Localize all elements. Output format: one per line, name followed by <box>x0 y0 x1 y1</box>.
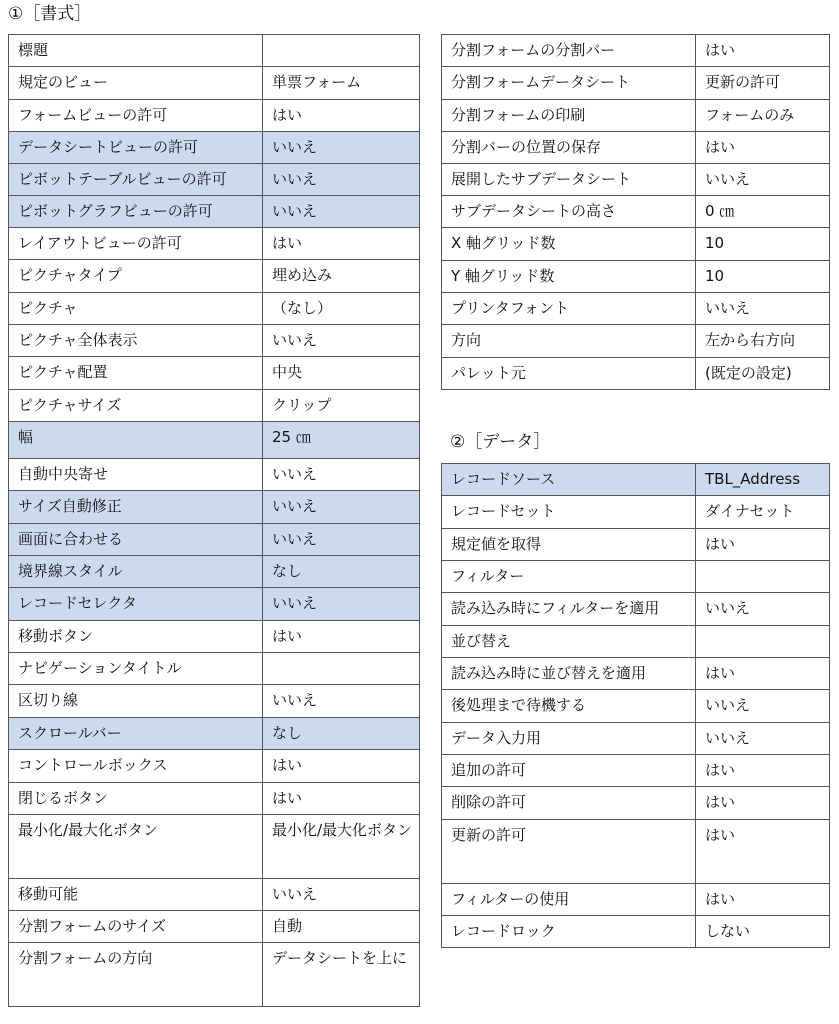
split-property-row <box>442 132 830 164</box>
property-name: ピクチャサイズ <box>9 390 263 422</box>
property-value: 25 ㎝ <box>263 422 420 459</box>
property-value: はい <box>263 100 420 132</box>
property-name: 画面に合わせる <box>9 524 263 556</box>
property-name: レコードロック <box>442 916 696 948</box>
property-value: 中央 <box>263 357 420 390</box>
property-name: 追加の許可 <box>442 755 696 787</box>
property-name: 読み込み時に並び替えを適用 <box>442 658 696 690</box>
property-value: しない <box>696 916 830 948</box>
property-value: 左から右方向 <box>696 325 830 358</box>
property-name: 分割フォームの分割バー <box>442 35 696 67</box>
data-property-row <box>442 820 830 884</box>
property-name: ピクチャ全体表示 <box>9 325 263 357</box>
property-name: 閉じるボタン <box>9 783 263 815</box>
property-name: 移動可能 <box>9 879 263 911</box>
property-value: はい <box>696 35 830 67</box>
data-property-row <box>442 496 830 529</box>
format-property-row <box>9 293 420 325</box>
property-value: はい <box>696 884 830 916</box>
data-property-row <box>442 529 830 561</box>
format-property-row <box>9 196 420 228</box>
property-value: はい <box>696 755 830 787</box>
format-property-row <box>9 100 420 132</box>
property-value: いいえ <box>696 293 830 325</box>
property-value: はい <box>263 750 420 783</box>
property-value: はい <box>696 820 830 884</box>
property-name: サイズ自動修正 <box>9 491 263 524</box>
split-property-row <box>442 196 830 228</box>
property-value: データシートを上に <box>263 943 420 1007</box>
data-property-row <box>442 916 830 948</box>
format-property-row <box>9 491 420 524</box>
property-value <box>263 653 420 685</box>
property-name: 規定のビュー <box>9 67 263 100</box>
property-value: はい <box>263 621 420 653</box>
property-value: いいえ <box>263 588 420 621</box>
property-name: 自動中央寄せ <box>9 459 263 491</box>
format-property-row <box>9 459 420 491</box>
format-property-row <box>9 357 420 390</box>
data-property-row <box>442 464 830 496</box>
property-name: レコードソース <box>442 464 696 496</box>
property-name: 幅 <box>9 422 263 459</box>
format-property-row <box>9 35 420 67</box>
format-property-row <box>9 879 420 911</box>
format-property-row <box>9 164 420 196</box>
data-property-row <box>442 690 830 723</box>
format-property-row <box>9 718 420 750</box>
property-value: 自動 <box>263 911 420 943</box>
property-name: データシートビューの許可 <box>9 132 263 164</box>
property-name: 後処理まで待機する <box>442 690 696 723</box>
property-value <box>263 35 420 67</box>
property-name: 規定値を取得 <box>442 529 696 561</box>
property-value: はい <box>696 787 830 820</box>
property-value: はい <box>263 783 420 815</box>
property-value: 10 <box>696 261 830 293</box>
property-value: はい <box>696 658 830 690</box>
property-name: レコードセット <box>442 496 696 529</box>
property-name: 方向 <box>442 325 696 358</box>
split-property-row <box>442 228 830 261</box>
property-value: はい <box>263 228 420 260</box>
format-property-row <box>9 943 420 1007</box>
data-property-row <box>442 723 830 755</box>
property-name: 並び替え <box>442 626 696 658</box>
property-name: スクロールバー <box>9 718 263 750</box>
format-property-row <box>9 783 420 815</box>
property-name: ピボットテーブルビューの許可 <box>9 164 263 196</box>
data-property-row <box>442 755 830 787</box>
data-property-row <box>442 884 830 916</box>
property-value: クリップ <box>263 390 420 422</box>
property-name: レコードセレクタ <box>9 588 263 621</box>
property-name: 削除の許可 <box>442 787 696 820</box>
property-value: 0 ㎝ <box>696 196 830 228</box>
property-name: 分割フォームデータシート <box>442 67 696 100</box>
format-property-row <box>9 621 420 653</box>
property-name: 境界線スタイル <box>9 556 263 588</box>
format-property-row <box>9 588 420 621</box>
split-property-row <box>442 358 830 390</box>
property-name: ピボットグラフビューの許可 <box>9 196 263 228</box>
property-name: データ入力用 <box>442 723 696 755</box>
property-name: プリンタフォント <box>442 293 696 325</box>
property-name: X 軸グリッド数 <box>442 228 696 261</box>
property-value: いいえ <box>263 491 420 524</box>
property-name: レイアウトビューの許可 <box>9 228 263 260</box>
property-value: 単票フォーム <box>263 67 420 100</box>
data-property-row <box>442 658 830 690</box>
format-property-row <box>9 815 420 879</box>
property-value: いいえ <box>696 690 830 723</box>
property-value: いいえ <box>263 524 420 556</box>
property-name: フィルターの使用 <box>442 884 696 916</box>
split-property-row <box>442 67 830 100</box>
split-property-row <box>442 100 830 132</box>
property-value: いいえ <box>263 196 420 228</box>
property-value: はい <box>696 132 830 164</box>
property-value: いいえ <box>263 879 420 911</box>
property-value: いいえ <box>696 593 830 626</box>
property-name: ピクチャ配置 <box>9 357 263 390</box>
property-value: いいえ <box>696 723 830 755</box>
format-properties-table <box>8 34 420 1007</box>
format-property-row <box>9 325 420 357</box>
property-value <box>696 626 830 658</box>
property-value: いいえ <box>263 685 420 718</box>
property-name: フィルター <box>442 561 696 593</box>
property-name: ピクチャ <box>9 293 263 325</box>
property-name: 読み込み時にフィルターを適用 <box>442 593 696 626</box>
property-name: 分割バーの位置の保存 <box>442 132 696 164</box>
split-property-row <box>442 164 830 196</box>
split-form-properties-table <box>441 34 830 390</box>
property-value: 最小化/最大化ボタン <box>263 815 420 879</box>
format-property-row <box>9 556 420 588</box>
property-value: いいえ <box>263 164 420 196</box>
split-property-row <box>442 261 830 293</box>
property-name: ピクチャタイプ <box>9 260 263 293</box>
format-property-row <box>9 422 420 459</box>
property-name: 更新の許可 <box>442 820 696 884</box>
format-property-row <box>9 67 420 100</box>
data-properties-table <box>441 463 830 948</box>
format-section-heading: ①［書式］ <box>8 4 92 24</box>
split-property-row <box>442 293 830 325</box>
format-property-row <box>9 685 420 718</box>
property-name: 標題 <box>9 35 263 67</box>
property-value: いいえ <box>263 132 420 164</box>
data-property-row <box>442 593 830 626</box>
data-property-row <box>442 626 830 658</box>
property-name: 分割フォームのサイズ <box>9 911 263 943</box>
format-property-row <box>9 228 420 260</box>
property-value: フォームのみ <box>696 100 830 132</box>
data-property-row <box>442 561 830 593</box>
property-name: 区切り線 <box>9 685 263 718</box>
property-value: はい <box>696 529 830 561</box>
format-property-row <box>9 390 420 422</box>
property-name: 移動ボタン <box>9 621 263 653</box>
property-value: 埋め込み <box>263 260 420 293</box>
format-property-row <box>9 750 420 783</box>
split-property-row <box>442 325 830 358</box>
property-name: 展開したサブデータシート <box>442 164 696 196</box>
property-name: ナビゲーションタイトル <box>9 653 263 685</box>
property-value: ダイナセット <box>696 496 830 529</box>
format-property-row <box>9 653 420 685</box>
property-value: いいえ <box>263 325 420 357</box>
format-property-row <box>9 911 420 943</box>
property-value <box>696 561 830 593</box>
property-value: いいえ <box>263 459 420 491</box>
property-value: いいえ <box>696 164 830 196</box>
property-value: TBL_Address <box>696 464 830 496</box>
property-name: コントロールボックス <box>9 750 263 783</box>
property-value: なし <box>263 556 420 588</box>
property-name: 分割フォームの印刷 <box>442 100 696 132</box>
property-name: 分割フォームの方向 <box>9 943 263 1007</box>
property-value: なし <box>263 718 420 750</box>
data-property-row <box>442 787 830 820</box>
property-value: 10 <box>696 228 830 261</box>
format-property-row <box>9 260 420 293</box>
property-value: 更新の許可 <box>696 67 830 100</box>
split-property-row <box>442 35 830 67</box>
format-property-row <box>9 132 420 164</box>
property-name: パレット元 <box>442 358 696 390</box>
property-name: Y 軸グリッド数 <box>442 261 696 293</box>
property-name: 最小化/最大化ボタン <box>9 815 263 879</box>
property-value: (既定の設定) <box>696 358 830 390</box>
property-name: サブデータシートの高さ <box>442 196 696 228</box>
format-property-row <box>9 524 420 556</box>
property-value: （なし） <box>263 293 420 325</box>
property-name: フォームビューの許可 <box>9 100 263 132</box>
data-section-heading: ②［データ］ <box>450 432 551 452</box>
